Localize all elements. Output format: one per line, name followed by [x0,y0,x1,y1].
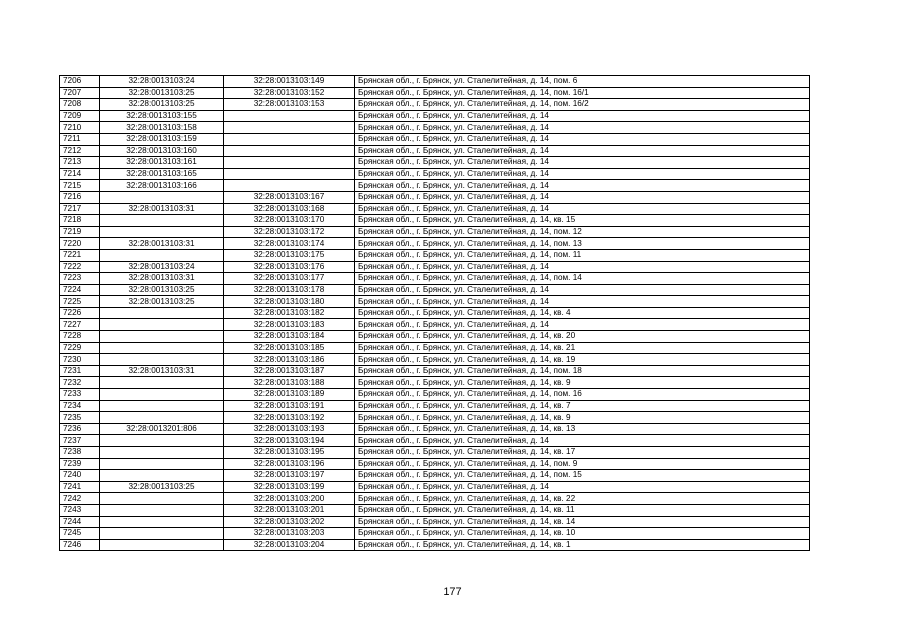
table-row [60,87,810,99]
parent-cadastral-number-cell: 32:28:0013103:24 [100,76,224,88]
cadastral-number-cell: 32:28:0013103:199 [224,481,355,493]
parent-cadastral-number-cell [100,447,224,459]
cadastral-number-cell: 32:28:0013103:149 [224,76,355,88]
cadastral-number-cell: 32:28:0013103:175 [224,249,355,261]
parent-cadastral-number-cell [100,389,224,401]
address-cell: Брянская обл., г. Брянск, ул. Сталелитейная, д. 14, кв. 13 [355,423,810,435]
table-row [60,400,810,412]
row-number-cell: 7211 [60,133,100,145]
parent-cadastral-number-cell [100,516,224,528]
address-cell: Брянская обл., г. Брянск, ул. Сталелитейная, д. 14 [355,296,810,308]
parent-cadastral-number-cell: 32:28:0013103:25 [100,99,224,111]
table-row [60,238,810,250]
address-cell: Брянская обл., г. Брянск, ул. Сталелитейная, д. 14, кв. 15 [355,215,810,227]
table-row [60,226,810,238]
cadastral-number-cell: 32:28:0013103:194 [224,435,355,447]
table-row [60,435,810,447]
row-number-cell: 7223 [60,273,100,285]
parent-cadastral-number-cell [100,412,224,424]
address-cell: Брянская обл., г. Брянск, ул. Сталелитейная, д. 14, кв. 10 [355,528,810,540]
row-number-cell: 7242 [60,493,100,505]
row-number-cell: 7243 [60,504,100,516]
table-row [60,273,810,285]
address-cell: Брянская обл., г. Брянск, ул. Сталелитейная, д. 14, кв. 19 [355,354,810,366]
table-row [60,331,810,343]
cadastral-number-cell: 32:28:0013103:172 [224,226,355,238]
address-cell: Брянская обл., г. Брянск, ул. Сталелитейная, д. 14 [355,203,810,215]
row-number-cell: 7209 [60,110,100,122]
cadastral-number-cell: 32:28:0013103:201 [224,504,355,516]
table-row [60,261,810,273]
address-cell: Брянская обл., г. Брянск, ул. Сталелитейная, д. 14, пом. 16 [355,389,810,401]
cadastral-number-cell: 32:28:0013103:197 [224,470,355,482]
address-cell: Брянская обл., г. Брянск, ул. Сталелитейная, д. 14, кв. 20 [355,331,810,343]
cadastral-number-cell: 32:28:0013103:183 [224,319,355,331]
row-number-cell: 7232 [60,377,100,389]
table-row [60,133,810,145]
table-row [60,191,810,203]
address-cell: Брянская обл., г. Брянск, ул. Сталелитейная, д. 14 [355,435,810,447]
cadastral-number-cell: 32:28:0013103:184 [224,331,355,343]
cadastral-table [59,75,810,551]
table-row [60,168,810,180]
cadastral-number-cell: 32:28:0013103:203 [224,528,355,540]
address-cell: Брянская обл., г. Брянск, ул. Сталелитейная, д. 14 [355,145,810,157]
address-cell: Брянская обл., г. Брянск, ул. Сталелитейная, д. 14, пом. 16/2 [355,99,810,111]
parent-cadastral-number-cell [100,319,224,331]
cadastral-number-cell: 32:28:0013103:188 [224,377,355,389]
row-number-cell: 7229 [60,342,100,354]
parent-cadastral-number-cell: 32:28:0013103:158 [100,122,224,134]
cadastral-number-cell: 32:28:0013103:180 [224,296,355,308]
parent-cadastral-number-cell [100,331,224,343]
cadastral-number-cell: 32:28:0013103:204 [224,539,355,551]
cadastral-number-cell: 32:28:0013103:195 [224,447,355,459]
page-number: 177 [443,586,462,598]
row-number-cell: 7234 [60,400,100,412]
cadastral-number-cell [224,122,355,134]
address-cell: Брянская обл., г. Брянск, ул. Сталелитейная, д. 14, кв. 4 [355,307,810,319]
table-row [60,76,810,88]
row-number-cell: 7235 [60,412,100,424]
parent-cadastral-number-cell: 32:28:0013103:24 [100,261,224,273]
row-number-cell: 7239 [60,458,100,470]
address-cell: Брянская обл., г. Брянск, ул. Сталелитейная, д. 14, пом. 18 [355,365,810,377]
parent-cadastral-number-cell [100,215,224,227]
address-cell: Брянская обл., г. Брянск, ул. Сталелитейная, д. 14 [355,110,810,122]
parent-cadastral-number-cell [100,458,224,470]
parent-cadastral-number-cell: 32:28:0013103:165 [100,168,224,180]
cadastral-number-cell: 32:28:0013103:153 [224,99,355,111]
row-number-cell: 7237 [60,435,100,447]
parent-cadastral-number-cell [100,307,224,319]
table-row [60,516,810,528]
address-cell: Брянская обл., г. Брянск, ул. Сталелитейная, д. 14 [355,191,810,203]
table-row [60,180,810,192]
address-cell: Брянская обл., г. Брянск, ул. Сталелитейная, д. 14 [355,180,810,192]
parent-cadastral-number-cell [100,377,224,389]
row-number-cell: 7227 [60,319,100,331]
row-number-cell: 7225 [60,296,100,308]
parent-cadastral-number-cell [100,493,224,505]
table-row [60,389,810,401]
address-cell: Брянская обл., г. Брянск, ул. Сталелитейная, д. 14 [355,284,810,296]
table-row [60,319,810,331]
row-number-cell: 7236 [60,423,100,435]
cadastral-number-cell: 32:28:0013103:193 [224,423,355,435]
table-row [60,122,810,134]
cadastral-number-cell [224,180,355,192]
row-number-cell: 7230 [60,354,100,366]
table-row [60,110,810,122]
row-number-cell: 7208 [60,99,100,111]
row-number-cell: 7226 [60,307,100,319]
parent-cadastral-number-cell [100,539,224,551]
cadastral-number-cell [224,168,355,180]
parent-cadastral-number-cell [100,342,224,354]
parent-cadastral-number-cell: 32:28:0013103:25 [100,284,224,296]
cadastral-number-cell [224,157,355,169]
table-row [60,307,810,319]
parent-cadastral-number-cell: 32:28:0013103:25 [100,481,224,493]
address-cell: Брянская обл., г. Брянск, ул. Сталелитейная, д. 14, пом. 12 [355,226,810,238]
row-number-cell: 7217 [60,203,100,215]
table-row [60,470,810,482]
row-number-cell: 7246 [60,539,100,551]
cadastral-number-cell: 32:28:0013103:187 [224,365,355,377]
table-row [60,377,810,389]
cadastral-number-cell: 32:28:0013103:182 [224,307,355,319]
cadastral-number-cell [224,110,355,122]
table-row [60,539,810,551]
row-number-cell: 7207 [60,87,100,99]
address-cell: Брянская обл., г. Брянск, ул. Сталелитейная, д. 14, пом. 16/1 [355,87,810,99]
address-cell: Брянская обл., г. Брянск, ул. Сталелитейная, д. 14, пом. 6 [355,76,810,88]
row-number-cell: 7206 [60,76,100,88]
address-cell: Брянская обл., г. Брянск, ул. Сталелитейная, д. 14 [355,481,810,493]
table-row [60,215,810,227]
table-row [60,157,810,169]
table-row [60,342,810,354]
cadastral-number-cell: 32:28:0013103:177 [224,273,355,285]
cadastral-number-cell: 32:28:0013103:202 [224,516,355,528]
cadastral-number-cell: 32:28:0013103:170 [224,215,355,227]
row-number-cell: 7215 [60,180,100,192]
address-cell: Брянская обл., г. Брянск, ул. Сталелитейная, д. 14 [355,319,810,331]
row-number-cell: 7228 [60,331,100,343]
parent-cadastral-number-cell: 32:28:0013103:166 [100,180,224,192]
parent-cadastral-number-cell: 32:28:0013103:31 [100,365,224,377]
parent-cadastral-number-cell [100,400,224,412]
address-cell: Брянская обл., г. Брянск, ул. Сталелитейная, д. 14, кв. 11 [355,504,810,516]
row-number-cell: 7214 [60,168,100,180]
address-cell: Брянская обл., г. Брянск, ул. Сталелитейная, д. 14 [355,157,810,169]
address-cell: Брянская обл., г. Брянск, ул. Сталелитейная, д. 14, кв. 1 [355,539,810,551]
row-number-cell: 7212 [60,145,100,157]
address-cell: Брянская обл., г. Брянск, ул. Сталелитейная, д. 14, кв. 9 [355,377,810,389]
address-cell: Брянская обл., г. Брянск, ул. Сталелитейная, д. 14, пом. 11 [355,249,810,261]
address-cell: Брянская обл., г. Брянск, ул. Сталелитейная, д. 14, кв. 9 [355,412,810,424]
row-number-cell: 7241 [60,481,100,493]
address-cell: Брянская обл., г. Брянск, ул. Сталелитейная, д. 14, кв. 17 [355,447,810,459]
cadastral-number-cell: 32:28:0013103:174 [224,238,355,250]
parent-cadastral-number-cell [100,191,224,203]
row-number-cell: 7233 [60,389,100,401]
row-number-cell: 7221 [60,249,100,261]
row-number-cell: 7213 [60,157,100,169]
row-number-cell: 7218 [60,215,100,227]
parent-cadastral-number-cell: 32:28:0013103:31 [100,238,224,250]
row-number-cell: 7216 [60,191,100,203]
row-number-cell: 7240 [60,470,100,482]
row-number-cell: 7220 [60,238,100,250]
row-number-cell: 7210 [60,122,100,134]
table-row [60,423,810,435]
cadastral-number-cell: 32:28:0013103:191 [224,400,355,412]
cadastral-number-cell: 32:28:0013103:189 [224,389,355,401]
table-row [60,481,810,493]
table-row [60,284,810,296]
cadastral-number-cell: 32:28:0013103:178 [224,284,355,296]
table-row [60,203,810,215]
address-cell: Брянская обл., г. Брянск, ул. Сталелитейная, д. 14 [355,133,810,145]
table-row [60,458,810,470]
parent-cadastral-number-cell [100,528,224,540]
parent-cadastral-number-cell: 32:28:0013103:31 [100,203,224,215]
parent-cadastral-number-cell: 32:28:0013103:161 [100,157,224,169]
cadastral-number-cell: 32:28:0013103:192 [224,412,355,424]
row-number-cell: 7222 [60,261,100,273]
table-row [60,504,810,516]
cadastral-number-cell: 32:28:0013103:186 [224,354,355,366]
row-number-cell: 7238 [60,447,100,459]
cadastral-number-cell [224,133,355,145]
parent-cadastral-number-cell [100,470,224,482]
parent-cadastral-number-cell: 32:28:0013201:806 [100,423,224,435]
row-number-cell: 7219 [60,226,100,238]
table-row [60,249,810,261]
cadastral-number-cell: 32:28:0013103:168 [224,203,355,215]
address-cell: Брянская обл., г. Брянск, ул. Сталелитейная, д. 14 [355,168,810,180]
table-row [60,354,810,366]
table-body [60,76,810,551]
cadastral-number-cell: 32:28:0013103:167 [224,191,355,203]
cadastral-number-cell: 32:28:0013103:185 [224,342,355,354]
parent-cadastral-number-cell [100,249,224,261]
parent-cadastral-number-cell: 32:28:0013103:155 [100,110,224,122]
parent-cadastral-number-cell: 32:28:0013103:160 [100,145,224,157]
table-row [60,528,810,540]
row-number-cell: 7245 [60,528,100,540]
parent-cadastral-number-cell: 32:28:0013103:25 [100,296,224,308]
address-cell: Брянская обл., г. Брянск, ул. Сталелитейная, д. 14, кв. 22 [355,493,810,505]
table-row [60,412,810,424]
parent-cadastral-number-cell: 32:28:0013103:159 [100,133,224,145]
address-cell: Брянская обл., г. Брянск, ул. Сталелитейная, д. 14, кв. 14 [355,516,810,528]
address-cell: Брянская обл., г. Брянск, ул. Сталелитейная, д. 14 [355,261,810,273]
parent-cadastral-number-cell: 32:28:0013103:31 [100,273,224,285]
cadastral-number-cell: 32:28:0013103:196 [224,458,355,470]
parent-cadastral-number-cell [100,354,224,366]
parent-cadastral-number-cell [100,226,224,238]
address-cell: Брянская обл., г. Брянск, ул. Сталелитейная, д. 14, кв. 21 [355,342,810,354]
table-row [60,447,810,459]
row-number-cell: 7244 [60,516,100,528]
address-cell: Брянская обл., г. Брянск, ул. Сталелитейная, д. 14, пом. 9 [355,458,810,470]
table-row [60,365,810,377]
table-row [60,99,810,111]
cadastral-number-cell: 32:28:0013103:176 [224,261,355,273]
address-cell: Брянская обл., г. Брянск, ул. Сталелитейная, д. 14, пом. 13 [355,238,810,250]
cadastral-number-cell: 32:28:0013103:200 [224,493,355,505]
parent-cadastral-number-cell [100,504,224,516]
address-cell: Брянская обл., г. Брянск, ул. Сталелитейная, д. 14 [355,122,810,134]
cadastral-number-cell [224,145,355,157]
parent-cadastral-number-cell: 32:28:0013103:25 [100,87,224,99]
row-number-cell: 7224 [60,284,100,296]
table-row [60,296,810,308]
table-row [60,493,810,505]
address-cell: Брянская обл., г. Брянск, ул. Сталелитейная, д. 14, пом. 15 [355,470,810,482]
row-number-cell: 7231 [60,365,100,377]
address-cell: Брянская обл., г. Брянск, ул. Сталелитейная, д. 14, кв. 7 [355,400,810,412]
cadastral-number-cell: 32:28:0013103:152 [224,87,355,99]
address-cell: Брянская обл., г. Брянск, ул. Сталелитейная, д. 14, пом. 14 [355,273,810,285]
parent-cadastral-number-cell [100,435,224,447]
table-row [60,145,810,157]
